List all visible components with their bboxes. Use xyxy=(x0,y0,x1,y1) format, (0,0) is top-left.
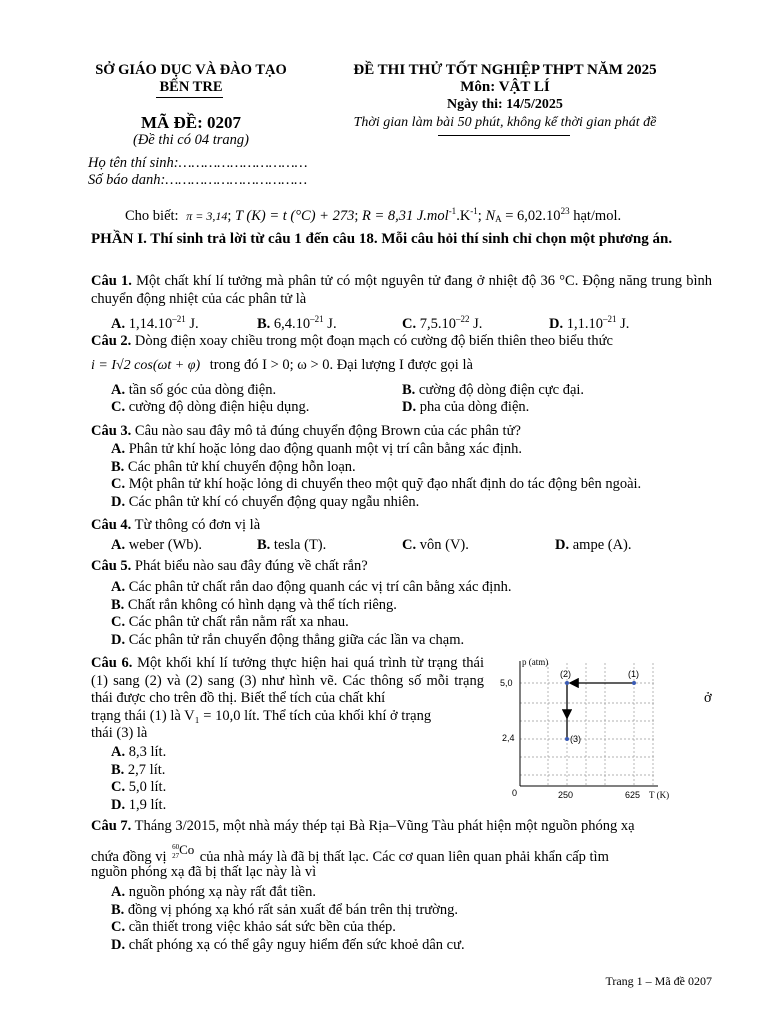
org-line2: BẾN TRE xyxy=(159,79,223,95)
given-constants: Cho biết: π = 3,14; T (K) = t (°C) + 273; R = 8,31 $J.mol^{-1}.K^{-1}$; NA = $6,02.10^{23}$ hạt/mol. xyxy=(125,206,622,224)
q6-line5: thái (3) là xyxy=(91,725,148,741)
given-pi: π = 3,14 xyxy=(186,209,228,223)
q7-option-b[interactable]: B. đồng vị phóng xạ khó rất sản xuất để bán trên thị trường. xyxy=(111,902,458,918)
org-line1: SỞ GIÁO DỤC VÀ ĐÀO TẠO xyxy=(95,62,287,78)
exam-date: Ngày thi: 14/5/2025 xyxy=(447,97,563,112)
q6-x-tick-625: 625 xyxy=(625,790,641,800)
q1-option-b[interactable]: B. $6,4.10^{-21}$ J. xyxy=(257,314,337,332)
part1-heading: PHẦN I. Thí sinh trả lời từ câu 1 đến câu 18. Mỗi câu hỏi thí sinh chỉ chọn một phương án. xyxy=(91,231,673,247)
q6-pt-graph xyxy=(496,653,696,805)
q6-option-d[interactable]: D. 1,9 lít. xyxy=(111,797,167,813)
q6-point-1-label: (1) xyxy=(628,669,639,679)
q1-option-a[interactable]: A. $1,14.10^{-21}$ J. xyxy=(111,314,199,332)
q6-stem: Câu 6. Một khối khí lí tưởng thực hiện hai quá trình từ trạng thái (1) sang (2) và (2) sang (3) như hình vẽ. Các thông số mỗi trạng thái được cho trên đồ thị. Biết thể tích của chất khí xyxy=(91,655,484,706)
q6-option-c[interactable]: C. 5,0 lít. xyxy=(111,779,167,795)
exam-title: ĐỀ THI THỬ TỐT NGHIỆP THPT NĂM 2025 xyxy=(353,62,657,78)
q6-point-3 xyxy=(565,737,569,741)
candidate-id-field: Số báo danh:…………………………… xyxy=(88,172,308,188)
q2-option-b[interactable]: B. cường độ dòng điện cực đại. xyxy=(402,382,585,398)
q6-origin: 0 xyxy=(512,788,518,798)
given-NA: N xyxy=(485,208,496,224)
q5-stem: Câu 5. Phát biểu nào sau đây đúng về chất rắn? xyxy=(91,558,368,574)
q1-option-c[interactable]: C. $7,5.10^{-22}$ J. xyxy=(402,314,483,332)
q6-point-2-label: (2) xyxy=(560,669,571,679)
q6-line4: trạng thái (1) là V₁ = 10,0 lít. Thể tích của khối khí ở trạng xyxy=(91,708,432,724)
page-footer: Trang 1 – Mã đề 0207 xyxy=(605,974,712,988)
exam-code: MÃ ĐỀ: 0207 xyxy=(140,113,242,132)
q3-option-d[interactable]: D. Các phân tử khí có chuyển động quay ngẫu nhiên. xyxy=(111,494,420,510)
q6-grid xyxy=(520,663,656,786)
org-underline xyxy=(156,97,223,98)
q6-option-b[interactable]: B. 2,7 lít. xyxy=(111,762,166,778)
given-R: R = 8,31 J.mol xyxy=(361,208,449,224)
q4-option-d[interactable]: D. ampe (A). xyxy=(555,537,632,553)
q6-point-2 xyxy=(565,681,569,685)
q6-point-1 xyxy=(632,681,636,685)
q2-stem: Câu 2. Dòng điện xoay chiều trong một đoạn mạch có cường độ biến thiên theo biểu thức xyxy=(91,333,613,349)
given-label: Cho biết: xyxy=(125,208,179,224)
q7-option-d[interactable]: D. chất phóng xạ có thể gây nguy hiểm đến sức khoẻ dân cư. xyxy=(111,937,465,953)
q2-option-a[interactable]: A. tần số góc của dòng điện. xyxy=(111,382,277,398)
q4-stem: Câu 4. Từ thông có đơn vị là xyxy=(91,517,261,533)
q7-stem: Câu 7. Tháng 3/2015, một nhà máy thép tại Bà Rịa–Vũng Tàu phát hiện một nguồn phóng xạ xyxy=(91,818,635,834)
q7-option-c[interactable]: C. cần thiết trong việc khảo sát sức bền của thép. xyxy=(111,919,396,935)
q6-x-axis-label: T (K) xyxy=(649,790,670,800)
q7-line2: chứa đồng vị 60 27 Co của nhà máy là đã bị thất lạc. Các cơ quan liên quan phải khẩn cấp tìm xyxy=(91,842,609,865)
q3-stem: Câu 3. Câu nào sau đây mô tả đúng chuyển động Brown của các phân tử? xyxy=(91,423,521,439)
q4-option-b[interactable]: B. tesla (T). xyxy=(257,537,327,553)
q3-option-b[interactable]: B. Các phân tử khí chuyển động hỗn loạn. xyxy=(111,459,356,475)
q6-point-3-label: (3) xyxy=(570,734,581,744)
q7-line3: nguồn phóng xạ đã bị thất lạc này là vì xyxy=(91,864,317,880)
time-note: Thời gian làm bài 50 phút, không kể thời gian phát đề xyxy=(353,115,657,130)
q6-stray-word: ở xyxy=(704,690,712,706)
candidate-name-field: Họ tên thí sinh:………………………… xyxy=(88,155,308,171)
q2-option-d[interactable]: D. pha của dòng điện. xyxy=(402,399,530,415)
given-temperature: T (K) = t (°C) + 273 xyxy=(234,208,355,224)
q2-option-c[interactable]: C. cường độ dòng điện hiệu dụng. xyxy=(111,399,310,415)
pages-note: (Đề thi có 04 trang) xyxy=(133,132,249,148)
q5-option-b[interactable]: B. Chất rắn không có hình dạng và thể tích riêng. xyxy=(111,597,397,613)
q5-option-d[interactable]: D. Các phân tử rắn chuyển động thẳng giữa các lần va chạm. xyxy=(111,632,465,648)
q4-option-c[interactable]: C. vôn (V). xyxy=(402,537,469,553)
q6-x-tick-250: 250 xyxy=(558,790,574,800)
q6-y-tick-24: 2,4 xyxy=(502,733,515,743)
q3-option-c[interactable]: C. Một phân tử khí hoặc lỏng di chuyển theo một quỹ đạo nhất định do tác động bên ngoài. xyxy=(111,476,642,492)
q6-y-tick-5: 5,0 xyxy=(500,678,513,688)
q4-option-a[interactable]: A. weber (Wb). xyxy=(111,537,202,553)
q5-option-a[interactable]: A. Các phân tử chất rắn dao động quanh các vị trí cân bằng xác định. xyxy=(111,579,512,595)
q2-formula: i = I√2 cos(ωt + φ) xyxy=(91,358,201,373)
subject: Môn: VẬT LÍ xyxy=(460,79,550,95)
q1-option-d[interactable]: D. $1,1.10^{-21}$ J. xyxy=(549,314,630,332)
title-underline xyxy=(438,135,570,136)
q7-option-a[interactable]: A. nguồn phóng xạ này rất đắt tiền. xyxy=(111,884,316,900)
q2-formula-line: i = I√2 cos(ωt + φ) trong đó I > 0; ω > 0. Đại lượng I được gọi là xyxy=(91,357,473,373)
q5-option-c[interactable]: C. Các phân tử chất rắn nằm rất xa nhau. xyxy=(111,614,349,630)
q1-stem: Câu 1. Một chất khí lí tưởng mà phân tử có một nguyên tử đang ở nhiệt độ 36 °C. Động năng trung bình chuyển động nhiệt của các phân tử là xyxy=(91,273,712,307)
q3-option-a[interactable]: A. Phân tử khí hoặc lỏng dao động quanh một vị trí cân bằng xác định. xyxy=(111,441,522,457)
q7-isotope: 60 27 Co xyxy=(172,842,195,860)
q6-y-axis-label: p (atm) xyxy=(522,657,549,667)
q6-option-a[interactable]: A. 8,3 lít. xyxy=(111,744,167,760)
